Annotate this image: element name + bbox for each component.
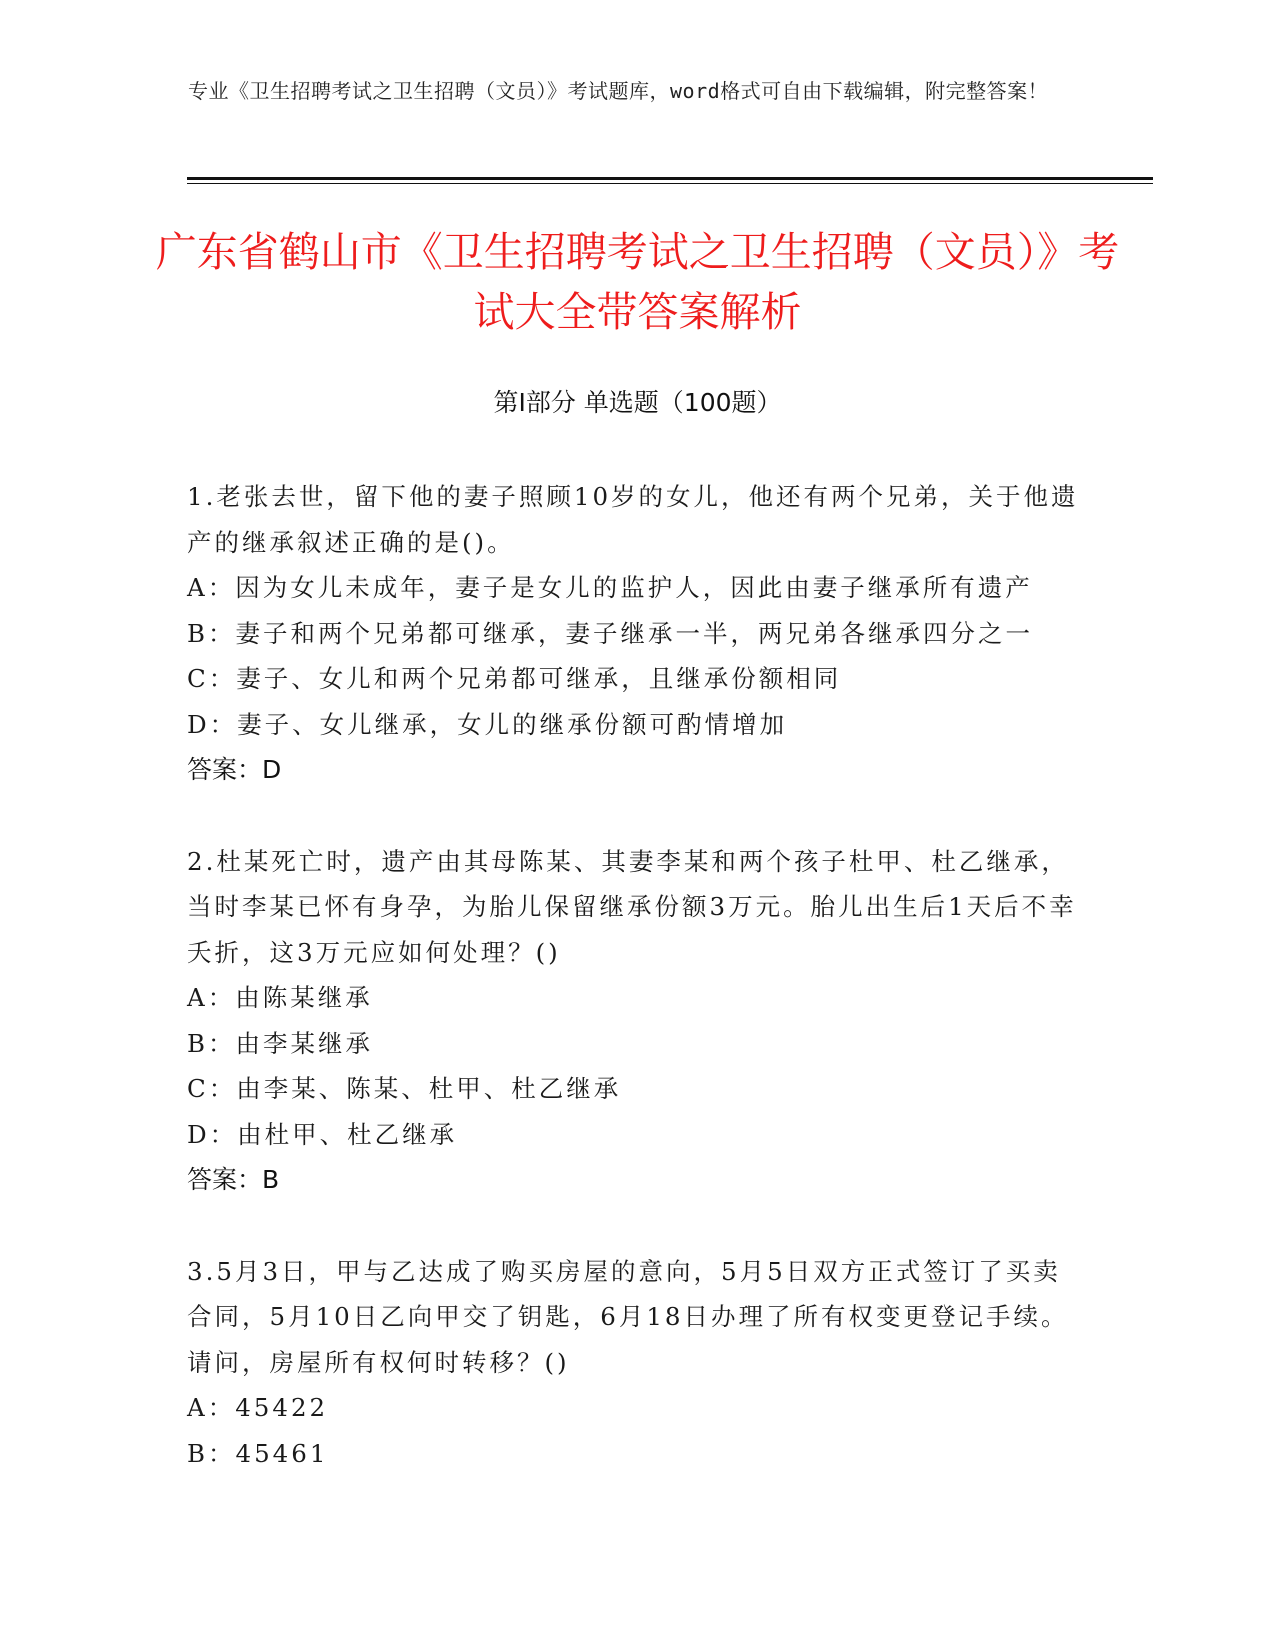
question-stem: 2.杜某死亡时，遗产由其母陈某、其妻李某和两个孩子杜甲、杜乙继承，当时李某已怀有身孕，为胎儿保留继承份额3万元。胎儿出生后1天后不幸夭折，这3万元应如何处理？() (187, 846, 1077, 967)
header-divider-thick (187, 177, 1153, 180)
header-note: 专业《卫生招聘考试之卫生招聘（文员）》考试题库，word格式可自由下载编辑，附完整答案！ (188, 79, 1049, 103)
option-d: D：由杜甲、杜乙继承 (187, 1119, 458, 1149)
option-a: A：由陈某继承 (187, 983, 373, 1012)
option-b: B：妻子和两个兄弟都可继承，妻子继承一半，两兄弟各继承四分之一 (187, 618, 1034, 648)
answer: 答案：B (187, 1165, 280, 1194)
question-1 (187, 474, 1087, 793)
option-a: A：45422 (187, 1393, 329, 1422)
section-heading: 第Ⅰ部分 单选题（100题） (493, 388, 782, 417)
header-divider-thin (187, 183, 1153, 184)
document-title: 广东省鹤山市《卫生招聘考试之卫生招聘（文员）》考试大全带答案解析 (155, 228, 1120, 336)
option-d: D：妻子、女儿继承，女儿的继承份额可酌情增加 (187, 709, 788, 739)
question-list (187, 474, 1087, 1522)
question-stem: 1.老张去世，留下他的妻子照顾10岁的女儿，他还有两个兄弟，关于他遗产的继承叙述正确的是()。 (187, 482, 1079, 557)
option-b: B：由李某继承 (187, 1028, 374, 1058)
option-b: B：45461 (187, 1438, 329, 1468)
option-a: A：因为女儿未成年，妻子是女儿的监护人，因此由妻子继承所有遗产 (187, 573, 1033, 602)
option-c: C：妻子、女儿和两个兄弟都可继承，且继承份额相同 (187, 664, 842, 693)
question-stem: 3.5月3日，甲与乙达成了购买房屋的意向，5月5日双方正式签订了买卖合同，5月10日乙向甲交了钥匙，6月18日办理了所有权变更登记手续。请问，房屋所有权何时转移？() (187, 1256, 1069, 1377)
option-c: C：由李某、陈某、杜甲、杜乙继承 (187, 1074, 622, 1103)
answer: 答案：D (187, 755, 282, 784)
question-3 (187, 1249, 1087, 1477)
question-2 (187, 839, 1087, 1203)
